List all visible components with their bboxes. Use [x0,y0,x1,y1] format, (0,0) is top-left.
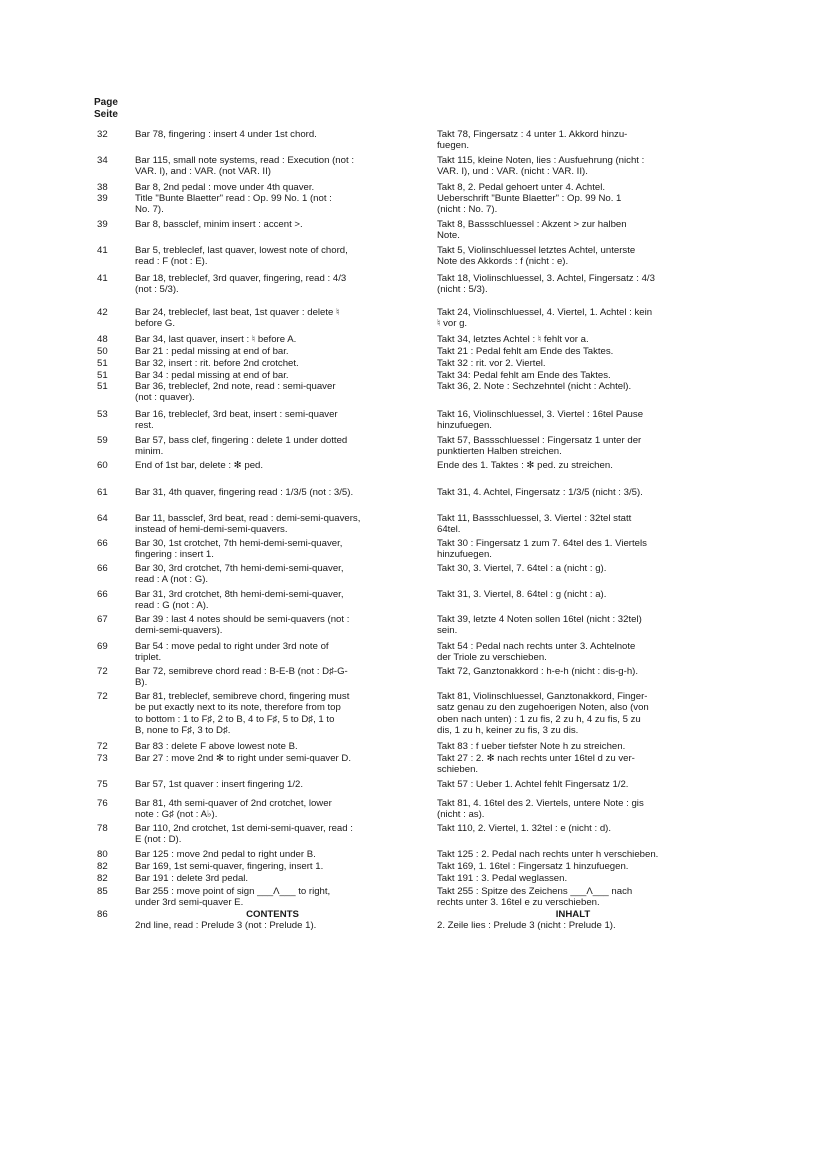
correction-line: E (not : D). [135,834,182,846]
correction-line: Takt 81, 4. 16tel des 2. Viertels, untere Note : gis [437,798,644,809]
correction-line: Bar 24, trebleclef, last beat, 1st quaver : delete ♮ [135,307,340,318]
correction-line: Bar 169, 1st semi-quaver, fingering, insert 1. [135,861,324,872]
correction-line: oben nach unten) : 1 zu fis, 2 zu h, 4 zu fis, 5 zu [437,713,641,725]
correction-line: No. 7). [135,204,164,216]
page-number: 80 [97,849,108,860]
english-correction [135,779,410,790]
correction-line: sein. [437,625,458,637]
page-number: 66 [97,538,108,549]
correction-line: Takt 30, 3. Viertel, 7. 64tel : a (nicht : g). [437,563,607,574]
correction-line: (nicht : as). [437,809,485,821]
correction-line: triplet. [135,652,162,664]
correction-line: Takt 39, letzte 4 Noten sollen 16tel (nicht : 32tel) [437,614,642,625]
correction-line: Takt 5, Violinschluessel letztes Achtel, unterste [437,245,636,256]
correction-line: under 3rd semi-quaver E. [135,897,244,909]
page-number: 75 [97,779,108,790]
page-number: 78 [97,823,108,834]
german-correction [437,370,709,381]
page-number: 48 [97,334,108,345]
german-correction [437,886,709,909]
german-correction [437,538,709,561]
german-correction [437,614,709,637]
page-number: 39 [97,193,108,204]
correction-line: Bar 21 : pedal missing at end of bar. [135,346,289,357]
correction-line: 2nd line, read : Prelude 3 (not : Prelude 1). [135,920,317,932]
page-number: 66 [97,563,108,574]
english-correction [135,273,410,296]
correction-line: (not : 5/3). [135,284,179,296]
german-correction [437,487,709,498]
german-correction [437,334,709,345]
correction-line: Bar 110, 2nd crotchet, 1st demi-semi-quaver, read : [135,823,353,834]
page-number: 50 [97,346,108,357]
english-correction [135,193,410,216]
german-correction [437,666,709,677]
correction-line: Takt 30 : Fingersatz 1 zum 7. 64tel des 1. Viertels [437,538,647,549]
correction-line: B). [135,677,148,689]
page-number: 73 [97,753,108,764]
correction-line: Bar 31, 3rd crotchet, 8th hemi-demi-semi-quaver, [135,589,344,600]
english-correction [135,182,410,193]
correction-line: instead of hemi-demi-semi-quavers. [135,524,288,536]
correction-line: B, none to F♯, 3 to D♯. [135,725,231,737]
correction-line: Bar 30, 1st crotchet, 7th hemi-demi-semi-quaver, [135,538,343,549]
correction-line: Bar 34, last quaver, insert : ♮ before A. [135,334,297,345]
german-correction [437,273,709,296]
correction-line: Takt 27 : 2. ✻ nach rechts unter 16tel d zu ver- [437,753,635,764]
page-number: 69 [97,641,108,652]
correction-line: Bar 27 : move 2nd ✻ to right under semi-quaver D. [135,753,352,764]
correction-line: Takt 31, 3. Viertel, 8. 64tel : g (nicht : a). [437,589,607,600]
correction-line: (nicht : 5/3). [437,284,488,296]
correction-line: Takt 115, kleine Noten, lies : Ausfuehrung (nicht : [437,155,645,166]
correction-line: Title "Bunte Blaetter" read : Op. 99 No. 1 (not : [135,193,332,204]
correction-line: read : G (not : A). [135,600,209,612]
page-number: 72 [97,691,108,702]
correction-line: Bar 16, trebleclef, 3rd beat, insert : semi-quaver [135,409,338,420]
correction-line: hinzufuegen. [437,420,492,432]
correction-line: Takt 31, 4. Achtel, Fingersatz : 1/3/5 (nicht : 3/5). [437,487,643,498]
correction-line: Ende des 1. Taktes : ✻ ped. zu streichen. [437,460,613,471]
german-correction [437,381,709,392]
english-correction [135,666,410,689]
page-number: 41 [97,245,108,256]
german-correction [437,589,709,600]
german-correction [437,193,709,216]
correction-line: Bar 32, insert : rit. before 2nd crotchet. [135,358,299,369]
page-number: 85 [97,886,108,897]
inhalt-heading: INHALT [555,909,591,920]
german-correction [437,753,709,776]
correction-line: Bar 115, small note systems, read : Execution (not : [135,155,354,166]
correction-line: Takt 16, Violinschluessel, 3. Viertel : 16tel Pause [437,409,644,420]
page-number: 76 [97,798,108,809]
german-correction [437,563,709,574]
german-correction [437,513,709,536]
correction-line: Takt 57, Bassschluessel : Fingersatz 1 unter der [437,435,642,446]
english-correction [135,245,410,268]
correction-line: Ueberschrift "Bunte Blaetter" : Op. 99 No. 1 [437,193,622,204]
correction-line: Bar 81, trebleclef, semibreve chord, fingering must [135,691,350,702]
english-correction [135,861,410,872]
correction-line: Takt 21 : Pedal fehlt am Ende des Taktes. [437,346,614,357]
correction-line: punktierten Halben streichen. [437,446,562,458]
german-correction [437,641,709,664]
correction-line: fuegen. [437,140,470,152]
correction-line: Takt 255 : Spitze des Zeichens ___Λ___ nach [437,886,633,897]
english-correction [135,155,410,178]
correction-line: demi-semi-quavers). [135,625,223,637]
page-number: 64 [97,513,108,524]
german-correction [437,741,709,752]
english-correction [135,129,410,140]
page-number: 72 [97,666,108,677]
correction-line: Bar 191 : delete 3rd pedal. [135,873,249,884]
english-correction [135,753,410,764]
contents-heading: CONTENTS [246,909,299,920]
correction-line: Takt 34: Pedal fehlt am Ende des Taktes. [437,370,611,381]
correction-line: Takt 78, Fingersatz : 4 unter 1. Akkord hinzu- [437,129,628,140]
page-number: 42 [97,307,108,318]
correction-line: Bar 125 : move 2nd pedal to right under B. [135,849,316,860]
english-correction [135,409,410,432]
german-correction [437,307,709,330]
correction-line: Bar 54 : move pedal to right under 3rd note of [135,641,329,652]
english-correction [135,909,410,932]
correction-line: schieben. [437,764,479,776]
correction-line: Takt 83 : f ueber tiefster Note h zu streichen. [437,741,626,752]
correction-line: 2. Zeile lies : Prelude 3 (nicht : Prelude 1). [437,920,616,932]
page-number: 66 [97,589,108,600]
correction-line: Takt 24, Violinschluessel, 4. Viertel, 1. Achtel : kein [437,307,653,318]
english-correction [135,334,410,345]
english-correction [135,513,410,536]
correction-line: minim. [135,446,164,458]
german-correction [437,346,709,357]
correction-line: Takt 11, Bassschluessel, 3. Viertel : 32tel statt [437,513,632,524]
german-correction [437,823,709,834]
page-number: 51 [97,358,108,369]
german-correction [437,409,709,432]
page-number: 82 [97,873,108,884]
correction-line: (not : quaver). [135,392,195,404]
correction-line: Bar 5, trebleclef, last quaver, lowest note of chord, [135,245,348,256]
correction-line: Takt 57 : Ueber 1. Achtel fehlt Fingersatz 1/2. [437,779,629,790]
page-number: 67 [97,614,108,625]
correction-line: Note des Akkords : f (nicht : e). [437,256,569,268]
german-correction [437,155,709,178]
page-number: 51 [97,381,108,392]
english-correction [135,346,410,357]
correction-line: Takt 8, 2. Pedal gehoert unter 4. Achtel. [437,182,605,193]
german-correction [437,691,709,737]
correction-line: note : G♯ (not : A♭). [135,809,218,821]
english-correction [135,741,410,752]
correction-line: Takt 81, Violinschluessel, Ganztonakkord, Finger- [437,691,648,702]
german-correction [437,358,709,369]
correction-line: read : F (not : E). [135,256,208,268]
correction-line: Takt 125 : 2. Pedal nach rechts unter h verschieben. [437,849,659,860]
correction-line: Bar 31, 4th quaver, fingering read : 1/3/5 (not : 3/5). [135,487,354,498]
correction-line: Note. [437,230,460,242]
english-correction [135,381,410,404]
correction-line: rest. [135,420,154,432]
correction-line: Bar 72, semibreve chord read : B-E-B (not : D♯-G- [135,666,348,677]
page-number: 59 [97,435,108,446]
german-correction [437,182,709,193]
german-correction [437,849,709,860]
german-correction [437,779,709,790]
english-correction [135,589,410,612]
english-correction [135,487,410,498]
german-correction [437,245,709,268]
correction-line: End of 1st bar, delete : ✻ ped. [135,460,264,471]
page-number: 38 [97,182,108,193]
correction-line: Takt 54 : Pedal nach rechts unter 3. Achtelnote [437,641,636,652]
correction-line: Takt 72, Ganztonakkord : h-e-h (nicht : dis-g-h). [437,666,639,677]
page-number: 34 [97,155,108,166]
page-number: 32 [97,129,108,140]
english-correction [135,691,410,737]
english-correction [135,849,410,860]
english-correction [135,370,410,381]
english-correction [135,614,410,637]
page-number: 51 [97,370,108,381]
correction-line: Takt 191 : 3. Pedal weglassen. [437,873,568,884]
page-column-header [94,97,118,121]
correction-line: Takt 34, letztes Achtel : ♮ fehlt vor a. [437,334,589,345]
correction-line: Takt 169, 1. 16tel : Fingersatz 1 hinzufuegen. [437,861,629,872]
correction-line: Bar 34 : pedal missing at end of bar. [135,370,289,381]
page-header-de: Seite [94,109,118,120]
page-number: 39 [97,219,108,230]
german-correction [437,798,709,821]
correction-line: Bar 39 : last 4 notes should be semi-quavers (not : [135,614,350,625]
page-number: 86 [97,909,108,920]
correction-line: rechts unter 3. 16tel e zu verschieben. [437,897,600,909]
correction-line: 64tel. [437,524,461,536]
english-correction [135,823,410,846]
correction-line: Bar 8, 2nd pedal : move under 4th quaver. [135,182,315,193]
correction-line: before G. [135,318,175,330]
english-correction [135,435,410,458]
correction-line: Bar 83 : delete F above lowest note B. [135,741,298,752]
correction-line: Takt 36, 2. Note : Sechzehntel (nicht : Achtel). [437,381,632,392]
correction-line: satz genau zu den zugehoerigen Noten, also (von [437,702,649,714]
correction-line: Bar 18, trebleclef, 3rd quaver, fingering, read : 4/3 [135,273,347,284]
correction-line: ♮ vor g. [437,318,468,330]
correction-line: Bar 11, bassclef, 3rd beat, read : demi-semi-quavers, [135,513,361,524]
page-number: 82 [97,861,108,872]
english-correction [135,873,410,884]
correction-line: Bar 8, bassclef, minim insert : accent >. [135,219,303,230]
english-correction [135,307,410,330]
page-number: 60 [97,460,108,471]
correction-line: fingering : insert 1. [135,549,214,561]
english-correction [135,538,410,561]
correction-line: Bar 57, bass clef, fingering : delete 1 under dotted [135,435,348,446]
page-number: 53 [97,409,108,420]
correction-line: Bar 30, 3rd crotchet, 7th hemi-demi-semi-quaver, [135,563,344,574]
page-number: 41 [97,273,108,284]
page-header-en: Page [94,97,118,108]
german-correction [437,861,709,872]
correction-line: Bar 36, trebleclef, 2nd note, read : semi-quaver [135,381,336,392]
correction-line: be put exactly next to its note, therefore from top [135,702,341,714]
correction-line: Bar 78, fingering : insert 4 under 1st chord. [135,129,317,140]
page-number: 72 [97,741,108,752]
correction-line: Bar 57, 1st quaver : insert fingering 1/2. [135,779,303,790]
german-correction [437,909,709,932]
page-number: 61 [97,487,108,498]
english-correction [135,563,410,586]
correction-line: der Triole zu verschieben. [437,652,547,664]
correction-line: Bar 81, 4th semi-quaver of 2nd crotchet, lower [135,798,332,809]
german-correction [437,435,709,458]
correction-line: VAR. I), and : VAR. (not VAR. II) [135,166,271,178]
english-correction [135,358,410,369]
german-correction [437,873,709,884]
correction-line: Takt 8, Bassschluessel : Akzent > zur halben [437,219,627,230]
correction-line: (nicht : No. 7). [437,204,498,216]
german-correction [437,129,709,152]
correction-line: dis, 1 zu h, keiner zu fis, 3 zu dis. [437,725,579,737]
english-correction [135,886,410,909]
german-correction [437,460,709,471]
correction-line: hinzufuegen. [437,549,492,561]
english-correction [135,641,410,664]
english-correction [135,460,410,471]
german-correction [437,219,709,242]
english-correction [135,219,410,230]
correction-line: Bar 255 : move point of sign ___Λ___ to right, [135,886,331,897]
correction-line: Takt 110, 2. Viertel, 1. 32tel : e (nicht : d). [437,823,612,834]
correction-line: Takt 32 : rit. vor 2. Viertel. [437,358,546,369]
english-correction [135,798,410,821]
correction-line: VAR. I), und : VAR. (nicht : VAR. II). [437,166,588,178]
correction-line: Takt 18, Violinschluessel, 3. Achtel, Fingersatz : 4/3 [437,273,655,284]
correction-line: read : A (not : G). [135,574,209,586]
correction-line: to bottom : 1 to F♯, 2 to B, 4 to F♯, 5 to D♯, 1 to [135,713,335,725]
